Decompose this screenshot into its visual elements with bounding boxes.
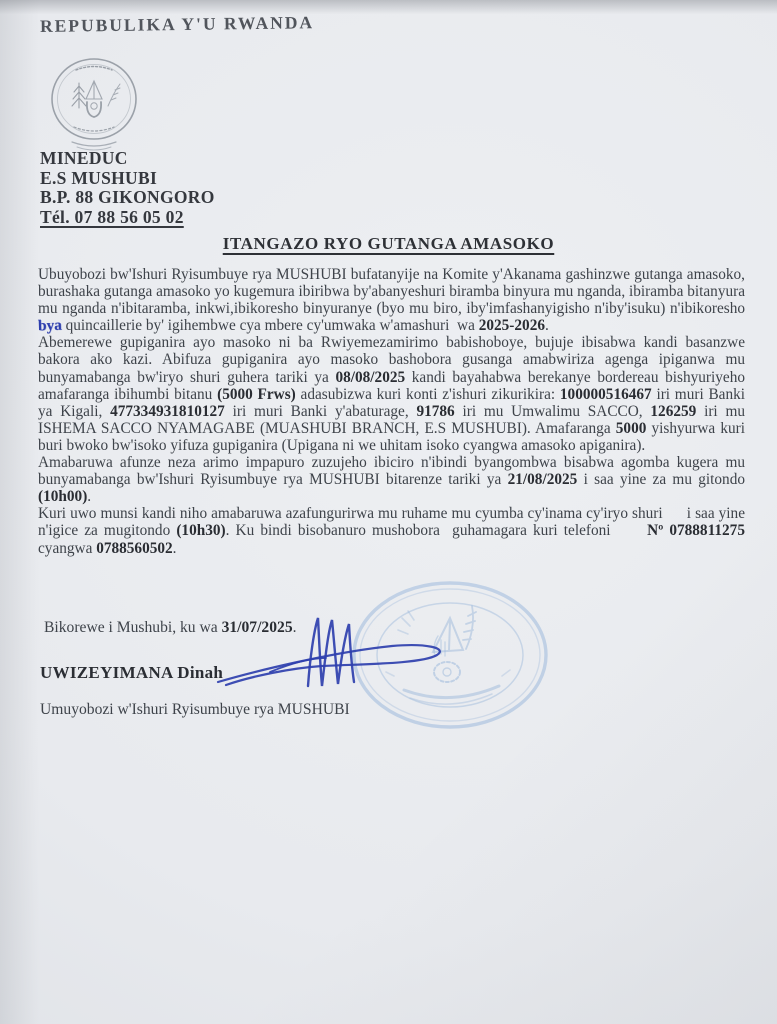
org-line-phone: Tél. 07 88 56 05 02 bbox=[40, 206, 184, 227]
org-line-school: E.S MUSHUBI bbox=[40, 167, 158, 188]
school-seal-icon bbox=[46, 54, 142, 156]
country-header: REPUBULIKA Y'U RWANDA bbox=[39, 12, 315, 36]
org-line-postal: B.P. 88 GIKONGORO bbox=[40, 187, 215, 207]
paragraph-eligibility: Abemerewe gupiganira ayo masoko ni ba Rwiyemezamirimo babishoboye, bujuje ibisabwa kandi basanzwe bakora ako kazi. Abifuza gupiganira ayo masoko bashobora gusanga amabwiriza agenga ipiganwa mu bunyamabanga bw'iryo shuri guhera tariki ya 08/08/2025 kandi bayahabwa berekanye bordereau bishyuriyeho amafaranga ibihumbi bitanu (5000 Frws) adasubizwa kuri konti z'ishuri zikurikira: 100000516467 iri muri Banki ya Kigali, 477334931810127 iri muri Banki y'abaturage, 91786 iri mu Umwalimu SACCO, 126259 iri mu ISHEMA SACCO NYAMAGABE (MUASHUBI BRANCH, E.S MUSHUBI). Amafaranga 5000 yishyurwa kuri buri bwoko bw'isoko yifuza gupiganira (Upigana ni we uhitam isoko cyangwa amasoko apiganira). bbox=[38, 334, 746, 454]
org-line-ministry: MINEDUC bbox=[40, 148, 128, 168]
document-title bbox=[0, 234, 777, 254]
document-title-text: ITANGAZO RYO GUTANGA AMASOKO bbox=[222, 234, 555, 253]
dateline: Bikorewe i Mushubi, ku wa 31/07/2025. bbox=[44, 619, 297, 636]
signature-scribble-icon bbox=[212, 608, 452, 700]
paragraph-intro: Ubuyobozi bw'Ishuri Ryisumbuye rya MUSHUBI bufatanyije na Komite y'Akanama gashinzwe gutanga amasoko, burashaka gutanga amasoko yo kugemura ibiribwa by'abanyeshuri biramba binyura mu nganda, ibiramba bitanyura mu nganda n'ibitaramba, inkwi,ibikoresho binyuranye (byo mu biro, iby'imfashanyigisho n'iby'isuku) n'ibikoreshobya quincaillerie by' igihembwe cya mbere cy'umwaka w'amashuri wa 2025-2026. bbox=[37, 266, 745, 335]
document-body bbox=[38, 266, 745, 557]
paragraph-deadline: Amabaruwa afunze neza arimo impapuro zuzujeho ibiciro n'ibindi byangombwa bisabwa agomba kugera mu bunyamabanga bw'Ishuri Ryisumbuye rya MUSHUBI bitarenze tariki ya 21/08/2025 i saa yine za mu gitondo (10h00). bbox=[38, 454, 746, 506]
paragraph-opening: Kuri uwo munsi kandi niho amabaruwa azafungurirwa mu ruhame mu cyumba cy'inama cy'iryo shuri i saa yine n'igice za mugitondo (10h30). Ku bindi bisobanuro mushobora guhamagara kuri telefoni Nº 0788811275 cyangwa 0788560502. bbox=[38, 505, 745, 557]
signer-name: UWIZEYIMANA Dinah bbox=[40, 663, 224, 682]
signer-role: Umuyobozi w'Ishuri Ryisumbuye rya MUSHUBI bbox=[40, 701, 350, 718]
organization-block bbox=[40, 149, 215, 227]
